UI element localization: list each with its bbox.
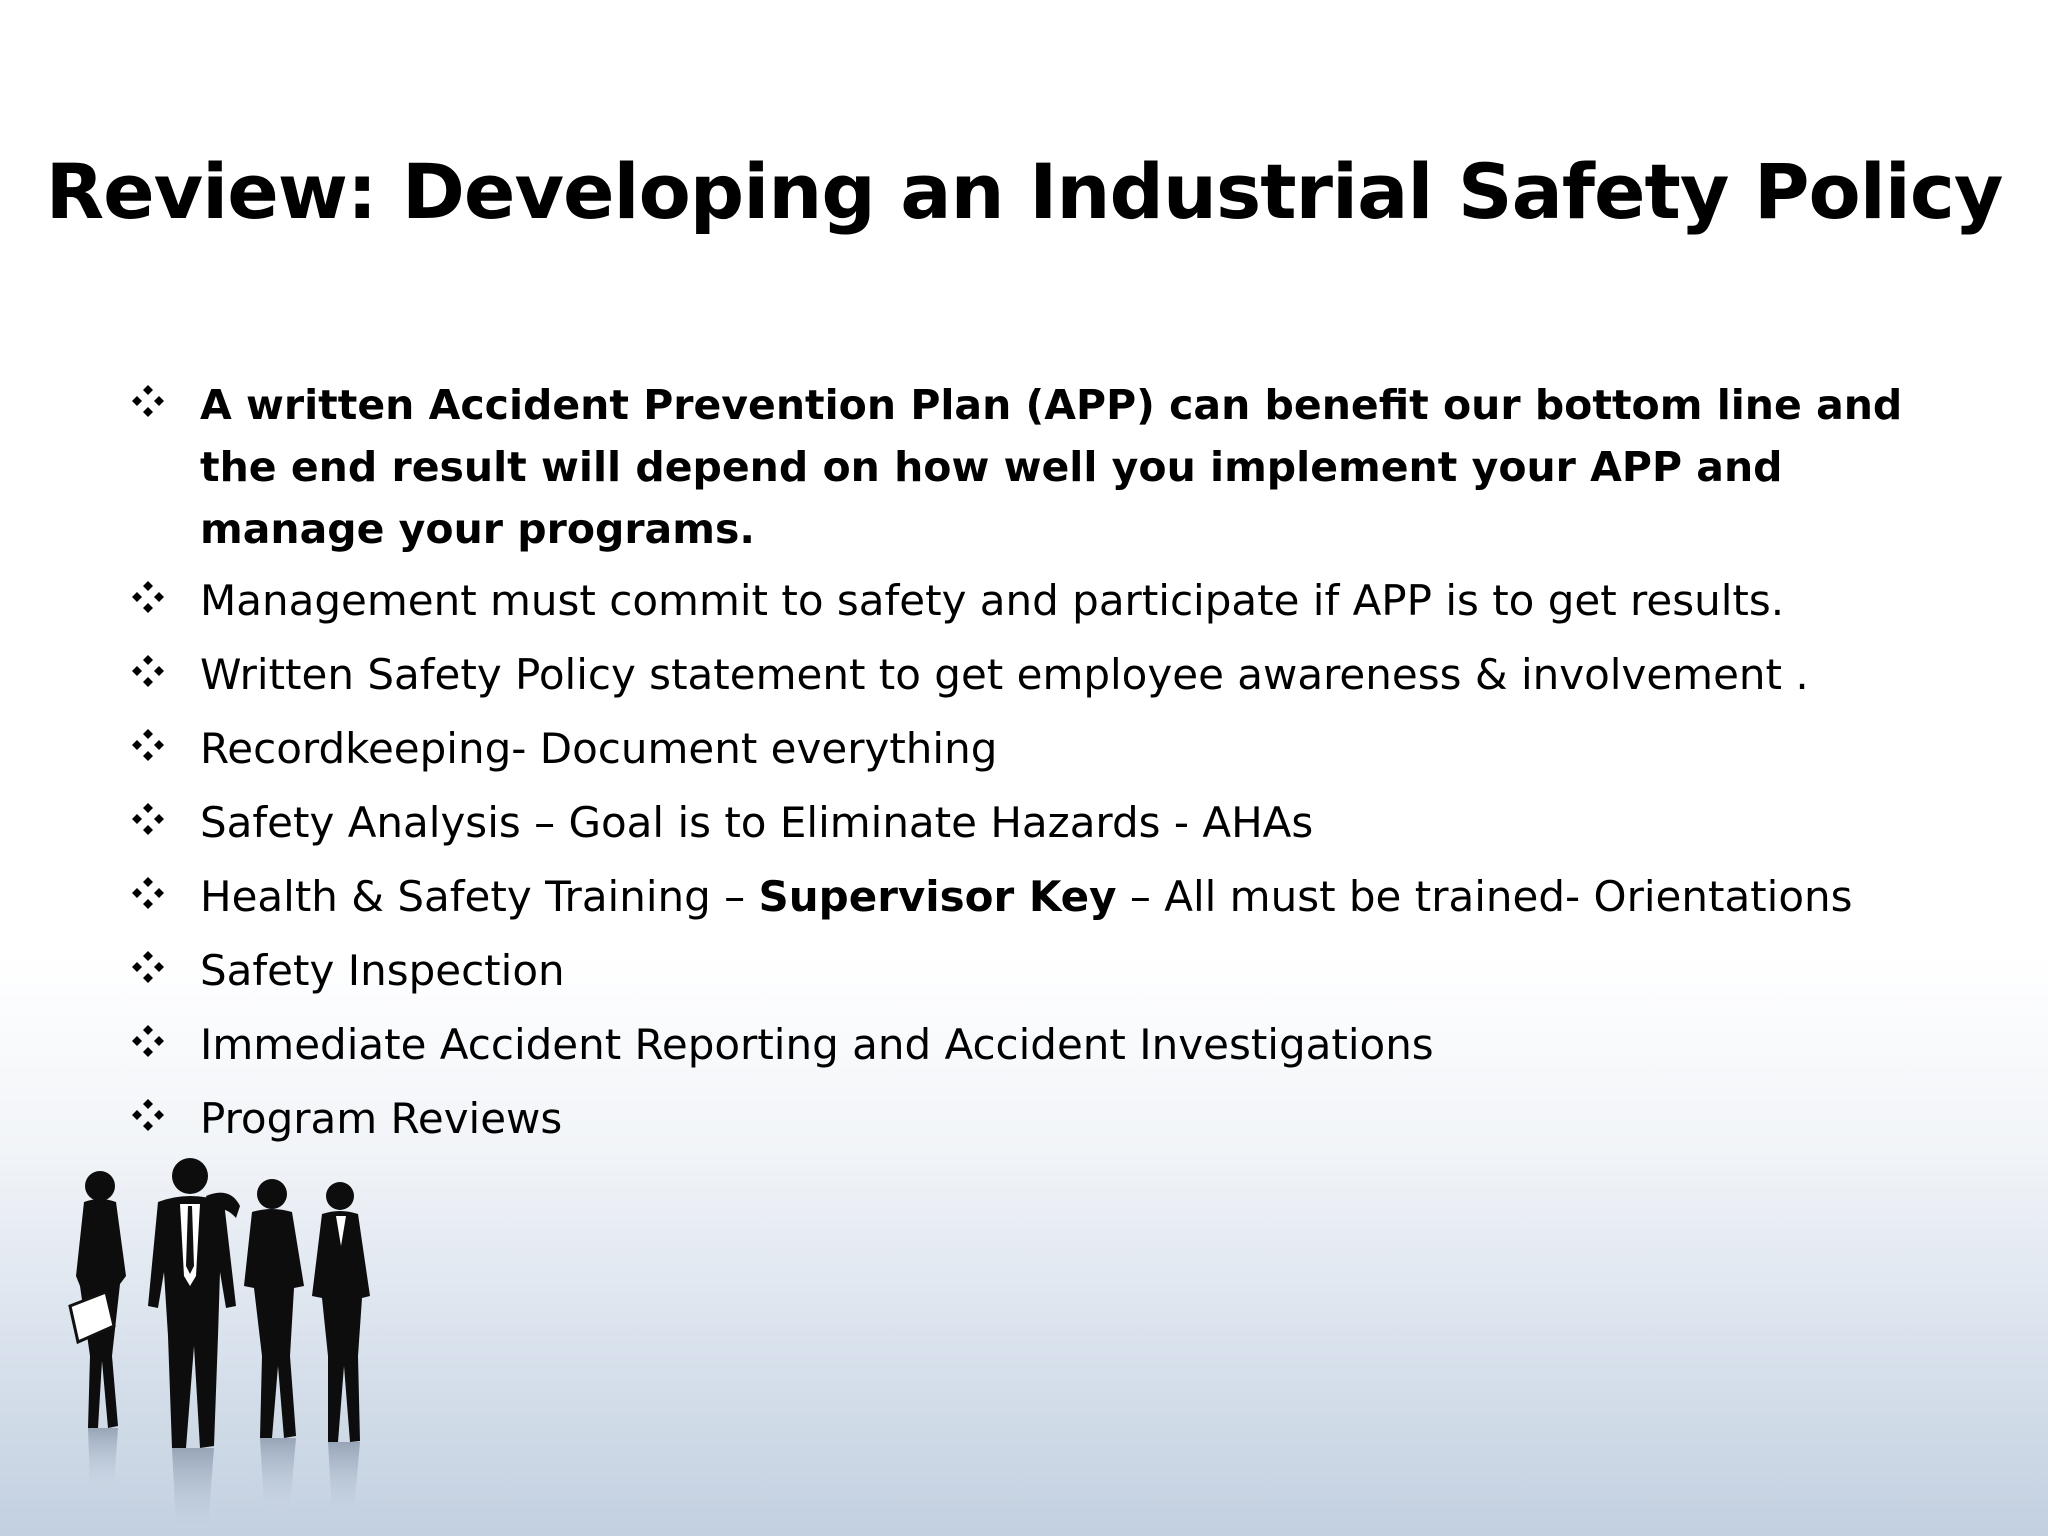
bullet-item [122,1088,1922,1150]
bullet-text-bold: Supervisor Key [758,872,1117,921]
bullet-item [122,792,1922,854]
four-diamond-bullet-icon [130,579,166,615]
bullet-text: Recordkeeping- Document everything [200,724,998,773]
four-diamond-bullet-icon [130,1023,166,1059]
four-diamond-bullet-icon [130,1097,166,1133]
bullet-item [122,374,1922,560]
bullet-text: Written Safety Policy statement to get employee awareness & involvement . [200,650,1809,699]
four-diamond-bullet-icon [130,653,166,689]
four-diamond-bullet-icon [130,727,166,763]
bullet-text: Program Reviews [200,1094,563,1143]
four-diamond-bullet-icon [130,383,166,419]
bullet-text: Management must commit to safety and participate if APP is to get results. [200,576,1785,625]
four-diamond-bullet-icon [130,801,166,837]
bullet-text: Safety Analysis – Goal is to Eliminate Hazards - AHAs [200,798,1314,847]
bullet-text: Safety Inspection [200,946,565,995]
bullet-text: Immediate Accident Reporting and Accident Investigations [200,1020,1434,1069]
bullet-text: A written Accident Prevention Plan (APP) can benefit our bottom line and the end result will depend on how well you implement your APP and manage your programs. [200,381,1903,553]
four-diamond-bullet-icon [130,949,166,985]
four-diamond-bullet-icon [130,875,166,911]
bullet-item [122,1014,1922,1076]
bullet-item [122,644,1922,706]
bullet-item [122,570,1922,632]
bullet-text: – All must be trained- Orientations [1116,872,1853,921]
bullet-item [122,866,1922,928]
bullet-list [122,374,1922,1162]
bullet-text: Health & Safety Training – [200,872,759,921]
business-people-silhouette [40,1156,400,1536]
bullet-item [122,940,1922,1002]
slide-title: Review: Developing an Industrial Safety Policy [45,147,2003,236]
bullet-item [122,718,1922,780]
